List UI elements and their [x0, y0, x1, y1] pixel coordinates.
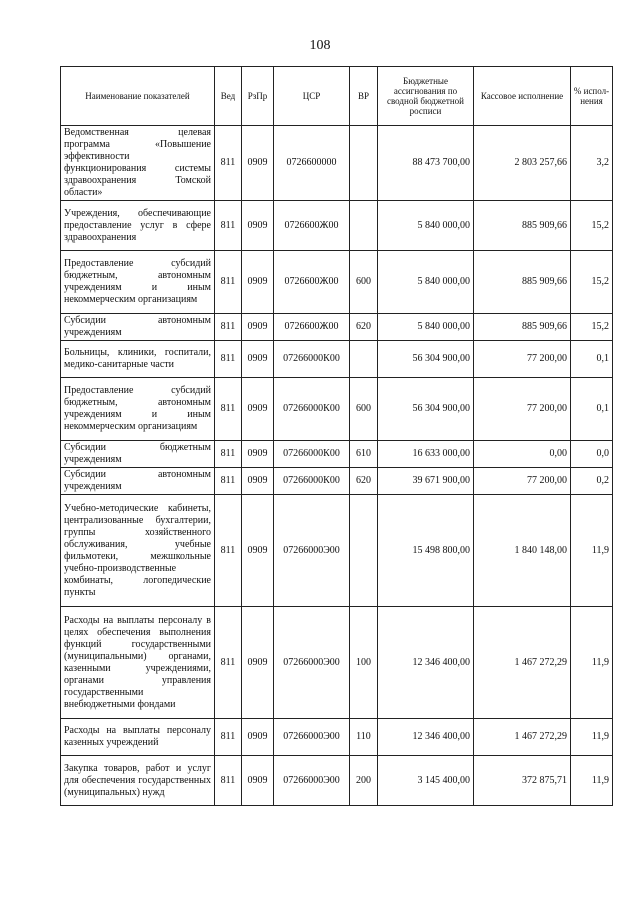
table-row — [61, 607, 613, 719]
row-name: Субсидии автономным учреждениям — [61, 468, 215, 495]
row-rzpr: 0909 — [242, 607, 274, 719]
row-csr: 0726600Ж00 — [274, 314, 350, 341]
row-cash: 885 909,66 — [474, 314, 571, 341]
row-vr — [350, 495, 378, 607]
row-cash: 1 467 272,29 — [474, 607, 571, 719]
row-vr: 600 — [350, 378, 378, 441]
header-cash: Кассовое исполнение — [474, 67, 571, 126]
row-budget: 16 633 000,00 — [378, 441, 474, 468]
row-cash: 2 803 257,66 — [474, 126, 571, 201]
row-csr: 0726600Ж00 — [274, 251, 350, 314]
row-cash: 77 200,00 — [474, 468, 571, 495]
row-cash: 1 467 272,29 — [474, 719, 571, 756]
row-percent: 0,1 — [571, 341, 613, 378]
row-vr — [350, 201, 378, 251]
row-percent: 11,9 — [571, 719, 613, 756]
row-name: Расходы на выплаты персоналу в целях обеспечения выполнения функций государственными (муниципальными) органами, казенными учреждениями, органами управления государственными внебюджетными фондами — [61, 607, 215, 719]
row-ved: 811 — [215, 126, 242, 201]
row-vr: 100 — [350, 607, 378, 719]
row-name: Учреждения, обеспечивающие предоставление услуг в сфере здравоохранения — [61, 201, 215, 251]
row-ved: 811 — [215, 378, 242, 441]
row-csr: 0726600Ж00 — [274, 201, 350, 251]
row-budget: 88 473 700,00 — [378, 126, 474, 201]
row-vr — [350, 126, 378, 201]
row-ved: 811 — [215, 719, 242, 756]
row-vr: 200 — [350, 756, 378, 806]
row-name: Закупка товаров, работ и услуг для обеспечения государственных (муниципальных) нужд — [61, 756, 215, 806]
row-percent: 11,9 — [571, 495, 613, 607]
row-budget: 3 145 400,00 — [378, 756, 474, 806]
row-vr: 610 — [350, 441, 378, 468]
row-budget: 39 671 900,00 — [378, 468, 474, 495]
row-ved: 811 — [215, 314, 242, 341]
row-budget: 15 498 800,00 — [378, 495, 474, 607]
row-cash: 77 200,00 — [474, 341, 571, 378]
row-percent: 11,9 — [571, 607, 613, 719]
row-cash: 885 909,66 — [474, 201, 571, 251]
row-percent: 11,9 — [571, 756, 613, 806]
row-ved: 811 — [215, 251, 242, 314]
row-budget: 5 840 000,00 — [378, 314, 474, 341]
row-name: Расходы на выплаты персоналу казенных учреждений — [61, 719, 215, 756]
header-budget: Бюджетные ассигнования по сводной бюджетной росписи — [378, 67, 474, 126]
row-csr: 0726600000 — [274, 126, 350, 201]
row-cash: 372 875,71 — [474, 756, 571, 806]
row-budget: 12 346 400,00 — [378, 607, 474, 719]
header-percent: % испол-нения — [571, 67, 613, 126]
row-vr — [350, 341, 378, 378]
row-name: Предоставление субсидий бюджетным, автономным учреждениям и иным некоммерческим организациям — [61, 378, 215, 441]
table-row — [61, 341, 613, 378]
row-cash: 885 909,66 — [474, 251, 571, 314]
row-budget: 56 304 900,00 — [378, 378, 474, 441]
row-name: Учебно-методические кабинеты, централизованные бухгалтерии, группы хозяйственного обслуживания, учебные фильмотеки, межшкольные учебно-производственные комбинаты, логопедические пункты — [61, 495, 215, 607]
header-rzpr: РзПр — [242, 67, 274, 126]
table-row — [61, 468, 613, 495]
row-ved: 811 — [215, 468, 242, 495]
row-rzpr: 0909 — [242, 441, 274, 468]
table-row — [61, 378, 613, 441]
row-csr: 07266000К00 — [274, 378, 350, 441]
row-vr: 600 — [350, 251, 378, 314]
row-percent: 3,2 — [571, 126, 613, 201]
row-ved: 811 — [215, 756, 242, 806]
header-vr: ВР — [350, 67, 378, 126]
row-rzpr: 0909 — [242, 468, 274, 495]
row-rzpr: 0909 — [242, 251, 274, 314]
row-ved: 811 — [215, 495, 242, 607]
row-ved: 811 — [215, 441, 242, 468]
table-row — [61, 126, 613, 201]
row-ved: 811 — [215, 607, 242, 719]
table-row — [61, 441, 613, 468]
row-vr: 620 — [350, 314, 378, 341]
row-name: Субсидии автономным учреждениям — [61, 314, 215, 341]
budget-execution-table — [60, 66, 613, 806]
row-percent: 0,2 — [571, 468, 613, 495]
row-csr: 07266000Э00 — [274, 607, 350, 719]
row-cash: 1 840 148,00 — [474, 495, 571, 607]
row-name: Больницы, клиники, госпитали, медико-санитарные части — [61, 341, 215, 378]
row-name: Ведомственная целевая программа «Повышение эффективности функционирования системы здравоохранения Томской области» — [61, 126, 215, 201]
row-percent: 15,2 — [571, 251, 613, 314]
row-name: Субсидии бюджетным учреждениям — [61, 441, 215, 468]
table-row — [61, 201, 613, 251]
page-number: 108 — [309, 38, 331, 53]
header-ved: Вед — [215, 67, 242, 126]
row-rzpr: 0909 — [242, 126, 274, 201]
row-rzpr: 0909 — [242, 201, 274, 251]
row-percent: 15,2 — [571, 314, 613, 341]
row-vr: 620 — [350, 468, 378, 495]
row-budget: 5 840 000,00 — [378, 201, 474, 251]
row-ved: 811 — [215, 341, 242, 378]
row-csr: 07266000Э00 — [274, 756, 350, 806]
row-ved: 811 — [215, 201, 242, 251]
row-rzpr: 0909 — [242, 314, 274, 341]
row-csr: 07266000К00 — [274, 468, 350, 495]
row-name: Предоставление субсидий бюджетным, автономным учреждениям и иным некоммерческим организациям — [61, 251, 215, 314]
row-percent: 0,1 — [571, 378, 613, 441]
row-cash: 0,00 — [474, 441, 571, 468]
row-rzpr: 0909 — [242, 341, 274, 378]
row-budget: 12 346 400,00 — [378, 719, 474, 756]
row-cash: 77 200,00 — [474, 378, 571, 441]
row-csr: 07266000К00 — [274, 441, 350, 468]
row-csr: 07266000Э00 — [274, 719, 350, 756]
row-csr: 07266000Э00 — [274, 495, 350, 607]
row-percent: 15,2 — [571, 201, 613, 251]
row-vr: 110 — [350, 719, 378, 756]
row-rzpr: 0909 — [242, 495, 274, 607]
row-rzpr: 0909 — [242, 719, 274, 756]
row-budget: 56 304 900,00 — [378, 341, 474, 378]
row-rzpr: 0909 — [242, 378, 274, 441]
table-row — [61, 314, 613, 341]
row-percent: 0,0 — [571, 441, 613, 468]
table-row — [61, 251, 613, 314]
row-rzpr: 0909 — [242, 756, 274, 806]
header-csr: ЦСР — [274, 67, 350, 126]
table-header-row — [61, 67, 613, 126]
table-row — [61, 719, 613, 756]
table-row — [61, 495, 613, 607]
row-csr: 07266000К00 — [274, 341, 350, 378]
header-name: Наименование показателей — [61, 67, 215, 126]
row-budget: 5 840 000,00 — [378, 251, 474, 314]
table-row — [61, 756, 613, 806]
